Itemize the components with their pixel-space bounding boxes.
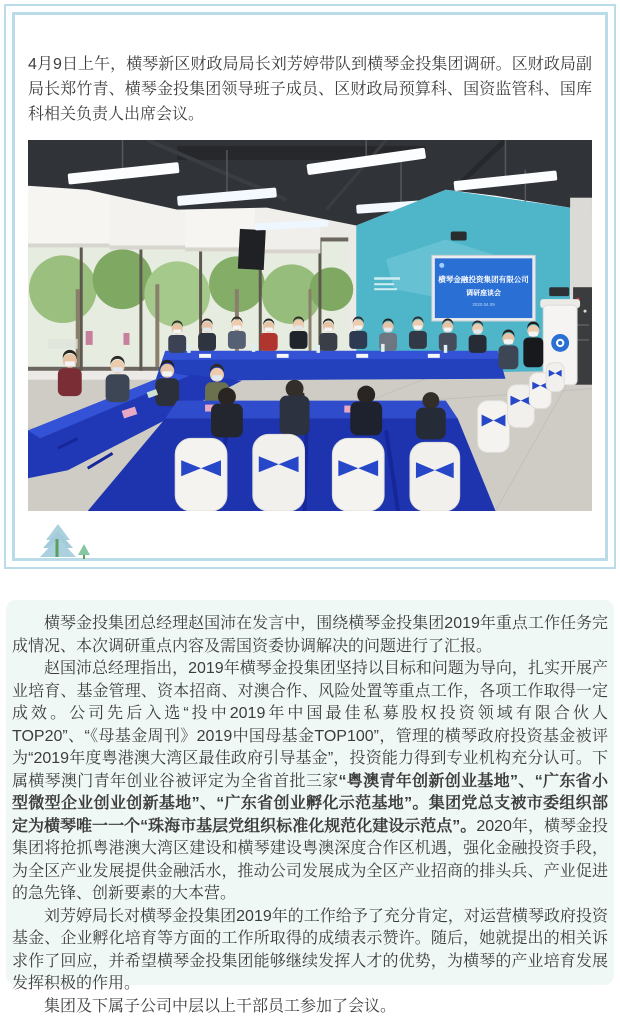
article-body-box <box>6 600 614 985</box>
body-paragraph: 横琴金投集团总经理赵国沛在发言中，围绕横琴金投集团2019年重点工作任务完成情况、本次调研重点内容及需国资委协调解决的问题进行了汇报。 <box>12 613 608 658</box>
body-paragraphs <box>12 613 608 1018</box>
photo-screen <box>432 255 535 321</box>
pine-trees-icon <box>38 523 592 563</box>
intro-paragraph: 4月9日上午，横琴新区财政局局长刘芳婷带队到横琴金投集团调研。区财政局副局长郑竹青、横琴金投集团领导班子成员、区财政局预算科、国资监管科、国库科相关负责人出席会议。 <box>28 52 592 127</box>
photo-speaker <box>238 229 266 270</box>
screen-title: 横琴金融投资集团有限公司 <box>437 274 529 284</box>
body-paragraph: 赵国沛总经理指出，2019年横琴金投集团坚持以目标和问题为导向，扎实开展产业培育、基金管理、资本招商、对澳合作、风险处置等重点工作，各项工作取得一定成效。公司先后入选“投中2019年中国最佳私募股权投资领域有限合伙人TOP20”、“《母基金周刊》2019中国母基金TOP100”，管理的横琴政府投资基金被评为“2019年度粤港澳大湾区最佳政府引导基金”，投资能力得到专业机构充分认可。下属横琴澳门青年创业谷被评定为全省首批三家“粤澳青年创新创业基地”、“广东省小型微型企业创业创新基地”、“广东省创业孵化示范基地”。集团党总支被市委组织部定为横琴唯一一个“珠海市基层党组织标准化规范化建设示范点”。2020年，横琴金投集团将抢抓粤港澳大湾区建设和横琴建设粤澳深度合作区机遇，强化金融投资手段，为全区产业发展提供金融活水，推动公司发展成为全区产业招商的排头兵、产业促进的急先锋、创新要素的大本营。 <box>12 658 608 906</box>
screen-date: 2020.04.09 <box>472 302 495 307</box>
screen-subtitle: 调研座谈会 <box>465 288 501 297</box>
body-paragraph: 刘芳婷局长对横琴金投集团2019年的工作给予了充分肯定，对运营横琴政府投资基金、企业孵化培育等方面的工作所取得的成绩表示赞许。随后，她就提出的相关诉求作了回应，并希望横琴金投集团能够继续发挥人才的优势，为横琴的产业培育发展发挥积极的作用。 <box>12 906 608 996</box>
intro-border-box <box>4 4 616 569</box>
photo-projector <box>451 232 467 241</box>
meeting-photo[interactable] <box>28 140 592 511</box>
intro-inner-border <box>12 12 608 561</box>
body-paragraph: 集团及下属子公司中层以上干部员工参加了会议。 <box>12 996 608 1018</box>
